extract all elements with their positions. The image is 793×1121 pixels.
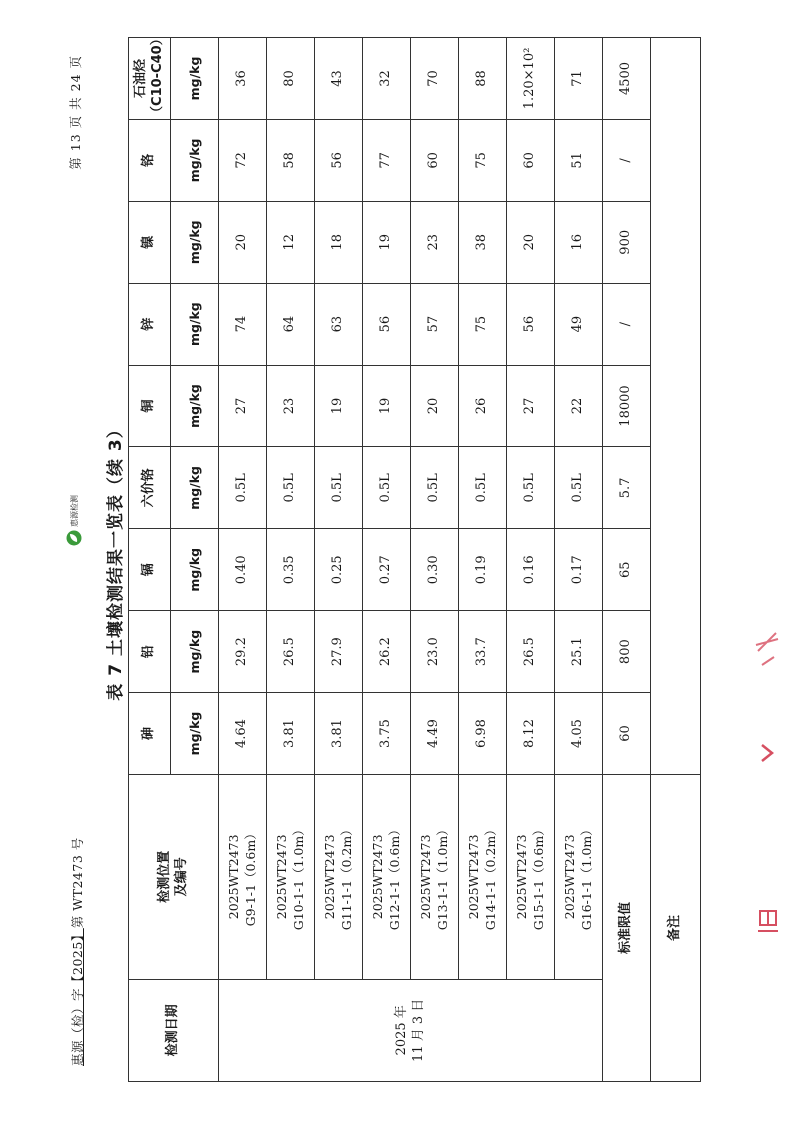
sample-pos: G15-1-1（0.6m）: [530, 823, 546, 931]
position-header: [129, 774, 219, 979]
unit-arsenic: mg/kg: [171, 693, 219, 775]
value-cell: 16: [555, 201, 603, 283]
value-cell: 12: [267, 201, 315, 283]
table-row: [363, 38, 411, 1082]
value-cell: 0.16: [507, 529, 555, 611]
value-cell: 0.19: [459, 529, 507, 611]
value-cell: 20: [507, 201, 555, 283]
param-header-chromium-vi: 六价铬: [129, 447, 171, 529]
value-cell: 4.64: [219, 693, 267, 775]
sample-pos: G10-1-1（1.0m）: [290, 823, 306, 931]
page-number: 第 13 页 共 24 页: [68, 55, 83, 170]
sample-code: 2025WT2473: [514, 834, 530, 920]
sample-position: [363, 774, 411, 979]
date-header: 检测日期: [129, 979, 219, 1081]
unit-chromium-vi: mg/kg: [171, 447, 219, 529]
limit-cell: /: [603, 119, 651, 201]
limit-cell: 5.7: [603, 447, 651, 529]
sample-code: 2025WT2473: [274, 834, 290, 920]
param-header-petroleum: [129, 32, 171, 120]
value-cell: 27: [219, 365, 267, 447]
report-prefix: 惠源（检）字【2025】: [70, 928, 85, 1066]
value-cell: 4.05: [555, 693, 603, 775]
report-number: [68, 837, 86, 1066]
value-cell: 19: [363, 365, 411, 447]
table-row: [459, 38, 507, 1082]
unit-copper: mg/kg: [171, 365, 219, 447]
unit-nickel: mg/kg: [171, 201, 219, 283]
value-cell: 33.7: [459, 611, 507, 693]
param-header-zinc: 锌: [129, 283, 171, 365]
value-cell: 20: [219, 201, 267, 283]
value-cell: 49: [555, 283, 603, 365]
sample-code: 2025WT2473: [418, 834, 434, 920]
date-year: 2025 年: [393, 1005, 409, 1056]
value-cell: 18: [315, 201, 363, 283]
value-cell: 0.25: [315, 529, 363, 611]
position-header-line1: 检测位置: [157, 850, 173, 903]
report-no: 第 WT2473 号: [70, 837, 85, 929]
value-cell: 72: [219, 119, 267, 201]
table-row: [555, 38, 603, 1082]
limit-cell: 18000: [603, 365, 651, 447]
stamp-fragment-icon: [748, 611, 788, 951]
param-header-lead: 铅: [129, 611, 171, 693]
remarks-label: 备注: [651, 774, 701, 1081]
value-cell: 0.27: [363, 529, 411, 611]
table-row: [507, 38, 555, 1082]
company-logo: [66, 495, 82, 546]
value-cell: 3.75: [363, 693, 411, 775]
sample-position: [219, 774, 267, 979]
value-cell: 6.98: [459, 693, 507, 775]
position-header-line2: 及编号: [173, 857, 189, 897]
limits-label: 标准限值: [603, 774, 651, 1081]
value-cell: 58: [267, 119, 315, 201]
value-cell: 32: [363, 38, 411, 120]
soil-results-table: [128, 32, 701, 1082]
sample-pos: G14-1-1（0.2m）: [482, 823, 498, 931]
limit-cell: 60: [603, 693, 651, 775]
limit-cell: /: [603, 283, 651, 365]
value-cell: 56: [363, 283, 411, 365]
sample-code: 2025WT2473: [322, 834, 338, 920]
value-cell: 71: [555, 38, 603, 120]
table-row: [315, 38, 363, 1082]
value-cell: 0.40: [219, 529, 267, 611]
param-header-chromium: 铬: [129, 119, 171, 201]
detection-date: [219, 979, 603, 1081]
value-cell: 27: [507, 365, 555, 447]
value-cell: 25.1: [555, 611, 603, 693]
date-day: 11 月 3 日: [410, 998, 426, 1062]
header-row: [129, 38, 171, 1082]
sample-position: [411, 774, 459, 979]
value-cell: 4.49: [411, 693, 459, 775]
sample-pos: G13-1-1（1.0m）: [434, 823, 450, 931]
value-cell: 38: [459, 201, 507, 283]
value-cell: 75: [459, 283, 507, 365]
unit-cadmium: mg/kg: [171, 529, 219, 611]
value-cell: 3.81: [267, 693, 315, 775]
sample-pos: G16-1-1（1.0m）: [578, 823, 594, 931]
value-cell: 27.9: [315, 611, 363, 693]
value-cell: 19: [315, 365, 363, 447]
remarks-row: [651, 38, 701, 1082]
value-cell: 0.5L: [267, 447, 315, 529]
value-cell: 19: [363, 201, 411, 283]
value-cell: 26.5: [507, 611, 555, 693]
sample-position: [315, 774, 363, 979]
value-cell: 0.5L: [315, 447, 363, 529]
unit-zinc: mg/kg: [171, 283, 219, 365]
sample-code: 2025WT2473: [562, 834, 578, 920]
value-cell: 26.2: [363, 611, 411, 693]
value-cell: 0.5L: [411, 447, 459, 529]
value-cell: 64: [267, 283, 315, 365]
petroleum-name: 石油烃: [133, 58, 149, 98]
param-header-nickel: 镍: [129, 201, 171, 283]
value-cell: 20: [411, 365, 459, 447]
table-row: [219, 38, 267, 1082]
param-header-cadmium: 镉: [129, 529, 171, 611]
value-cell: 23.0: [411, 611, 459, 693]
value-cell: 29.2: [219, 611, 267, 693]
unit-petroleum: mg/kg: [171, 38, 219, 120]
value-cell: 56: [507, 283, 555, 365]
value-cell: 26: [459, 365, 507, 447]
value-cell: 43: [315, 38, 363, 120]
table-title: 表 7 土壤检测结果一览表（续 3）: [106, 420, 126, 701]
remarks-value: [651, 38, 701, 775]
value-cell: 36: [219, 38, 267, 120]
value-cell: 0.17: [555, 529, 603, 611]
table-row: [411, 38, 459, 1082]
value-cell: 8.12: [507, 693, 555, 775]
limit-cell: 4500: [603, 38, 651, 120]
value-cell: 75: [459, 119, 507, 201]
sample-code: 2025WT2473: [370, 834, 386, 920]
limits-row: [603, 38, 651, 1082]
value-cell: 51: [555, 119, 603, 201]
sample-pos: G12-1-1（0.6m）: [386, 823, 402, 931]
unit-chromium: mg/kg: [171, 119, 219, 201]
sample-position: [507, 774, 555, 979]
limit-cell: 65: [603, 529, 651, 611]
value-cell: 23: [411, 201, 459, 283]
value-cell: 0.30: [411, 529, 459, 611]
value-cell: 60: [507, 119, 555, 201]
sample-code: 2025WT2473: [466, 834, 482, 920]
limit-cell: 800: [603, 611, 651, 693]
value-cell: 70: [411, 38, 459, 120]
value-cell: 60: [411, 119, 459, 201]
value-cell: 26.5: [267, 611, 315, 693]
value-cell: 0.35: [267, 529, 315, 611]
sample-position: [459, 774, 507, 979]
value-cell: 80: [267, 38, 315, 120]
value-cell: 56: [315, 119, 363, 201]
value-cell: 0.5L: [363, 447, 411, 529]
value-cell: 0.5L: [555, 447, 603, 529]
sample-position: [555, 774, 603, 979]
value-cell: 88: [459, 38, 507, 120]
value-cell: 63: [315, 283, 363, 365]
petroleum-sub: （C10-C40）: [149, 32, 165, 119]
sample-code: 2025WT2473: [226, 834, 242, 920]
logo-text: 惠源检测: [69, 495, 79, 527]
sample-pos: G11-1-1（0.2m）: [338, 823, 354, 931]
value-cell: 57: [411, 283, 459, 365]
unit-lead: mg/kg: [171, 611, 219, 693]
table-row: [267, 38, 315, 1082]
value-cell: 74: [219, 283, 267, 365]
value-cell: 1.20×10²: [507, 38, 555, 120]
param-header-arsenic: 砷: [129, 693, 171, 775]
value-cell: 3.81: [315, 693, 363, 775]
sample-pos: G9-1-1（0.6m）: [242, 827, 258, 927]
leaf-logo-icon: [66, 530, 82, 546]
value-cell: 0.5L: [507, 447, 555, 529]
value-cell: 23: [267, 365, 315, 447]
value-cell: 22: [555, 365, 603, 447]
limit-cell: 900: [603, 201, 651, 283]
value-cell: 0.5L: [219, 447, 267, 529]
value-cell: 0.5L: [459, 447, 507, 529]
value-cell: 77: [363, 119, 411, 201]
param-header-copper: 铜: [129, 365, 171, 447]
sample-position: [267, 774, 315, 979]
